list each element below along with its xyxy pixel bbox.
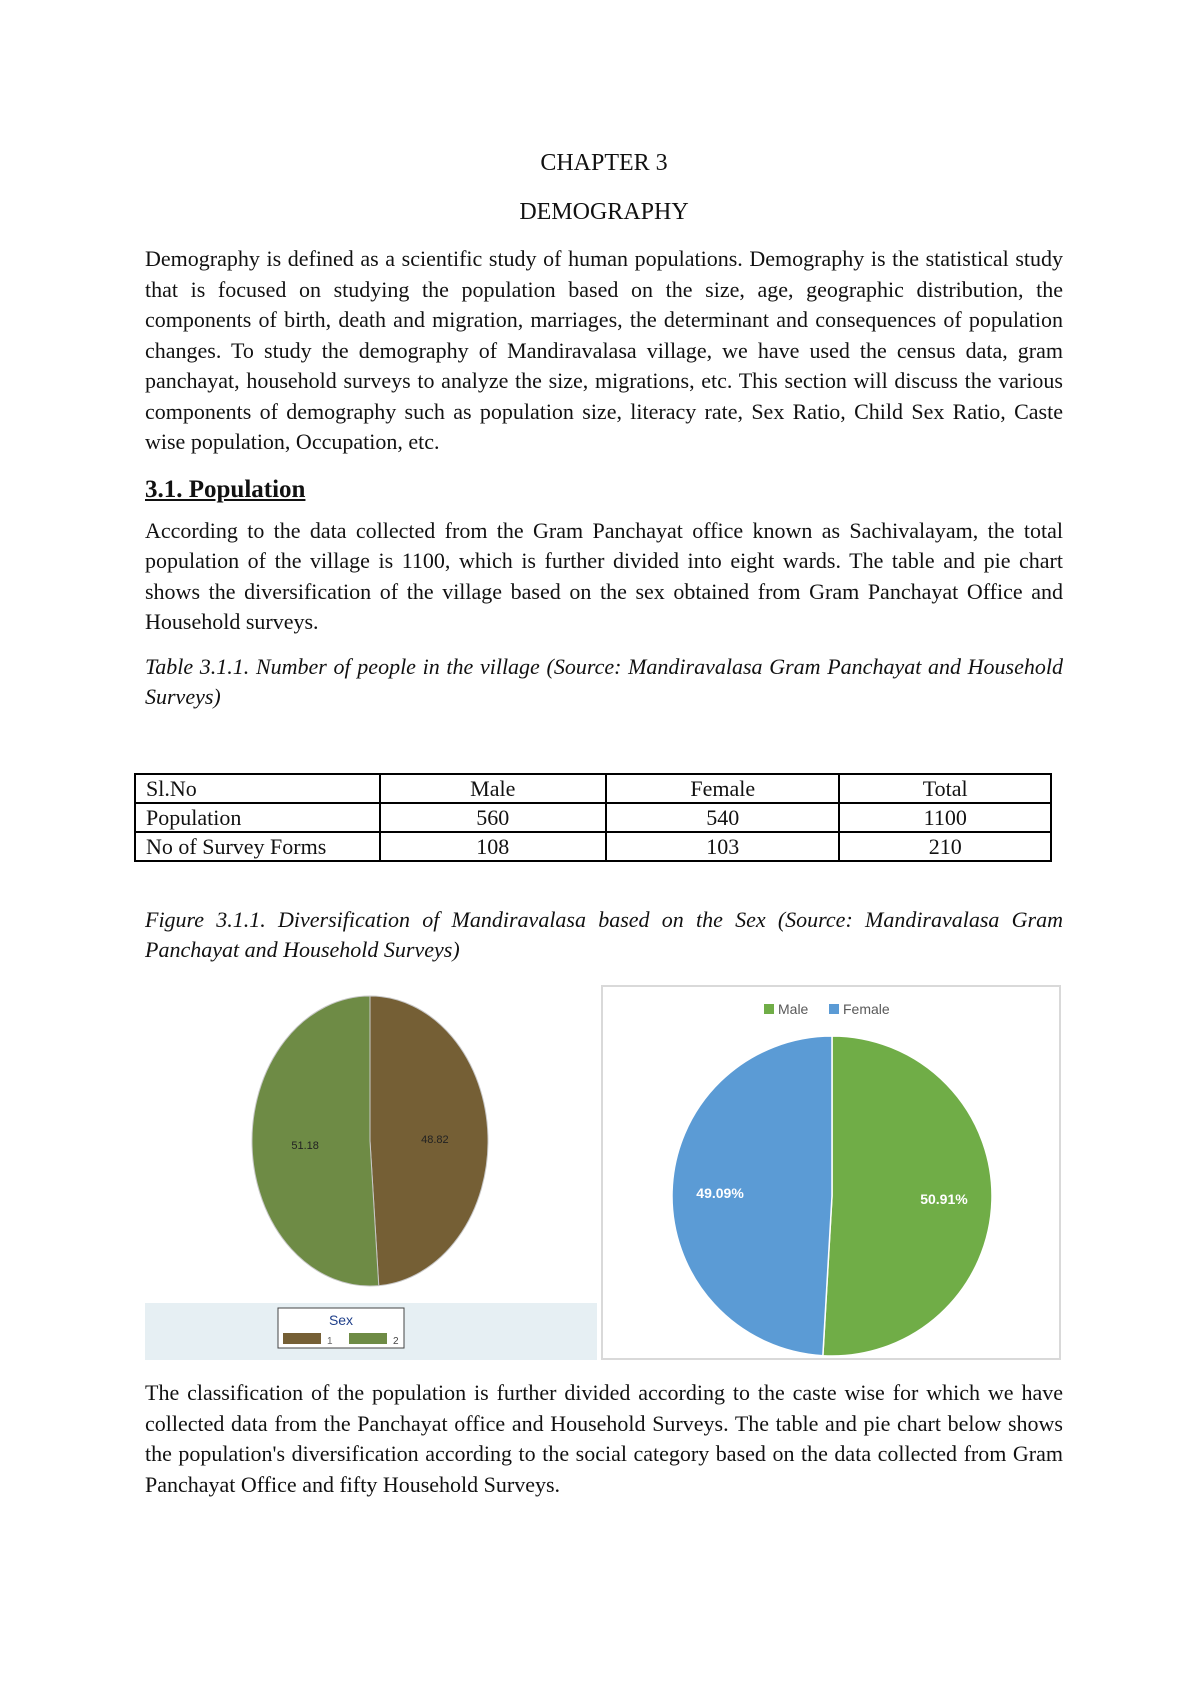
table-cell: 540 [606,803,839,832]
left-pie-plot-area [145,985,597,1303]
table-header-cell: Female [606,774,839,803]
table-cell: 108 [380,832,606,861]
legend-swatch-female [829,1004,839,1014]
legend-title: Sex [328,1312,354,1328]
pie-data-label: 48.82 [421,1134,449,1147]
table-cell: 560 [380,803,606,832]
right-pie-chart [603,987,1059,1358]
figure-caption: Figure 3.1.1. Diversification of Mandiravalasa based on the Sex (Source: Mandiravalasa Gram Panchayat and Household Surveys) [145,907,1063,962]
section-paragraph: According to the data collected from the Gram Panchayat office known as Sachivalayam, the total population of the village is 1100, which is further divided into eight wards. The table and pie chart shows the diversification of the village based on the sex obtained from Gram Panchayat Office and Household surveys. [145,517,1063,634]
legend-label-female: Female [843,1001,890,1017]
table-cell: 210 [839,832,1051,861]
population-table [134,773,1052,862]
table-row [135,803,1051,832]
legend-label: 2 [393,1336,399,1347]
table-header-cell: Male [380,774,606,803]
table-cell: 1100 [839,803,1051,832]
closing-section [145,1378,1063,1500]
left-pie-legend [145,1303,597,1360]
document-page [145,140,1063,712]
pie-data-label: 49.09% [696,1184,744,1201]
closing-paragraph: The classification of the population is further divided according to the caste wise for which we have collected data from the Panchayat office and Household Surveys. The table and pie chart below shows the population's diversification according to the social category based on the data collected from Gram Panchayat Office and fifty Household Surveys. [145,1380,1063,1497]
table-header-cell: Sl.No [135,774,380,803]
right-pie-chart-panel [601,985,1061,1360]
left-pie-chart-panel [145,985,597,1360]
legend-label-male: Male [778,1001,809,1017]
table-row [135,832,1051,861]
pie-data-label: 50.91% [920,1191,968,1208]
legend-label: 1 [327,1336,333,1347]
table-header-row [135,774,1051,803]
legend-swatch [349,1333,387,1344]
table-cell: Population [135,803,380,832]
left-pie-chart [145,985,597,1303]
legend-swatch-male [764,1004,774,1014]
table-cell: No of Survey Forms [135,832,380,861]
table-caption: Table 3.1.1. Number of people in the village (Source: Mandiravalasa Gram Panchayat and Household Surveys) [145,653,1063,709]
table-cell: 103 [606,832,839,861]
pie-data-label: 51.18 [291,1139,319,1152]
table-header-cell: Total [839,774,1051,803]
chapter-title: DEMOGRAPHY [519,199,689,225]
legend-swatch [283,1333,321,1344]
intro-paragraph: Demography is defined as a scientific study of human populations. Demography is the statistical study that is focused on studying the population based on the size, age, geographic distribution, the components of birth, death and migration, marriages, the determinant and consequences of population changes. To study the demography of Mandiravalasa village, we have used the census data, gram panchayat, household surveys to analyze the size, migrations, etc. This section will discuss the various components of demography such as population size, literacy rate, Sex Ratio, Child Sex Ratio, Caste wise population, Occupation, etc. [145,246,1063,454]
section-heading: 3.1. Population [145,475,306,503]
chapter-number: CHAPTER 3 [540,150,668,176]
